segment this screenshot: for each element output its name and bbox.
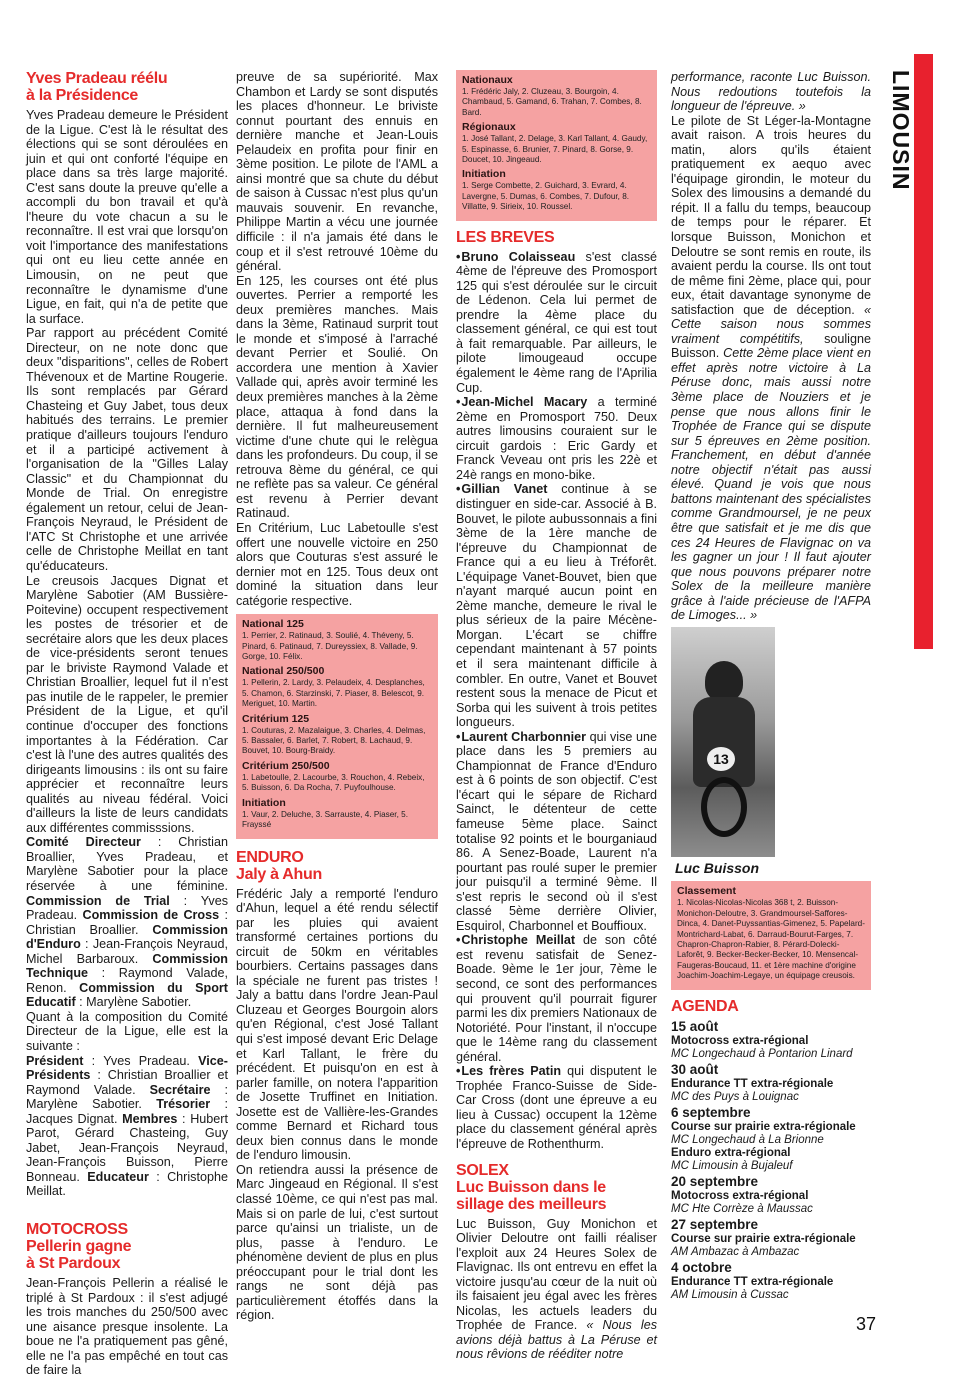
column-3 <box>456 70 657 1362</box>
article-title-motocross: MOTOCROSS Pellerin gagne à St Pardoux <box>26 1221 132 1273</box>
page-number: 37 <box>856 1314 877 1334</box>
section-title: LIMOUSIN <box>888 70 914 191</box>
paragraph: performance, raconte Luc Buisson. Nous redoutions toutefois la longueur de l'épreuve. » <box>671 70 871 114</box>
results-box-motocross <box>236 614 438 838</box>
agenda-date: 4 octobre <box>671 1259 732 1275</box>
agenda-event: Endurance TT extra-régionale <box>671 1275 834 1288</box>
rider-photo <box>671 627 775 857</box>
agenda-date: 27 septembre <box>671 1216 759 1232</box>
agenda-date: 15 août <box>671 1018 719 1034</box>
wheel-shape <box>701 777 747 837</box>
committee-paragraph: Président : Yves Pradeau. Vice-Présidents : Christian Broallier et Raymond Valade. Secrétaire : Marylène Sabotier. Trésorier : Jacques Dignat. Membres : Hubert Parot, Gérard Chasteing, Guy Jabet, Jean-François Neyraud, Jean-François Buisson, Pierre Bonneau. Educateur : Christophe Meillat. <box>26 1053 228 1199</box>
agenda-event: Course sur prairie extra-régionale <box>671 1120 856 1133</box>
agenda-club: AM Ambazac à Ambazac <box>671 1245 800 1258</box>
results-title: Classement <box>677 885 736 898</box>
paragraph: preuve de sa supériorité. Max Chambon et Lardy se sont disputés les places d'honneur. Le briviste connut pourtant des ennuis en dernière manche et Jean-Louis Pelaudeix en profita pour finir en 3ème position. Le pilote de l'AML a ainsi montré que sa chute du début de saison à Cussac n'est plus qu'un mauvais souvenir. En revanche, Philippe Martin a vécu une journée difficile : il n'a jamais été dans le coup et il s'est retrouvé 10ème du général. <box>236 70 438 274</box>
results-text: 1. Serge Combette, 2. Guichard, 3. Evrard, 4. Lavergne, 5. Dumas, 6. Combes, 7. Dufour, 8. Villatte, 9. Sirieix, 10. Roussel. <box>462 181 630 212</box>
paragraph: Le pilote de St Léger-la-Montagne avait raison. A trois heures du matin, alors qu'ils étaient pratiquement ex aequo avec l'équipage girondin, le moteur du Solex des limousins a demandé du répit. Il a fallu du temps, beaucoup de temps pour le réparer. Et lorsque Buisson, Monichon et Deloutre se sont remis en route, ils avaient perdu la course. Ils ont tout de même fini 2ème, place qui, pour eux, était davantage synonyme de satisfaction que de déception. « Cette saison nous sommes vraiment compétitifs, souligne Buisson. Cette 2ème place vient en effet après notre victoire à La Péruse donc, mais aussi notre 3ème place de Nouziers et je pense que nous allons finir le Trophée de France qui se dispute sur 5 épreuves en 2ème position. Franchement, en début d'année notre objectif n'était pas aussi élevé. Quand je vois que nous battons maintenant des spécialistes comme Grandmoursel, je ne peux être que satisfait et je me dis que ces 24 Heures de Flavignac on va les gagner un jour ! Il faut ajouter que nous pouvons préparer notre Solex de la meilleure manière grâce à l'aide précieuse de l'AFPA de Limoges... » <box>671 113 871 623</box>
agenda-club: MC Hte Corrèze à Maussac <box>671 1202 813 1215</box>
article-title-presidence: Yves Pradeau réélu à la Présidence <box>26 70 168 104</box>
article-title-solex: SOLEX Luc Buisson dans le sillage des meilleurs <box>456 1161 607 1213</box>
breve-item: • Jean-Michel Macary a terminé 2ème en Promosport 750. Deux autres limousins couraient sur le circuit gardois : Eric Gardy et Franck Veveau ont pris les 22è et 24è rangs en mono-bike. <box>456 395 657 482</box>
paragraph: Jean-François Pellerin a réalisé le triplé à St Pardoux : il s'est adjugé les trois manches du 250/500 avec une aisance presque insolente. La boue ne l'a pratiquement pas gêné, elle ne l'a pas empêché en tout cas de faire la <box>26 1276 228 1378</box>
agenda-club: MC des Puys à Louignac <box>671 1090 799 1103</box>
article-title-enduro: ENDURO Jaly à Ahun <box>236 848 322 883</box>
results-text: 1. José Tallant, 2. Delage, 3. Karl Tallant, 4. Gaudy, 5. Espinasse, 6. Brunier, 7. Pinard, 8. Gorse, 9. Doucet, 10. Jingeaud. <box>462 134 648 165</box>
agenda-club: MC Longechaud à Pontarion Linard <box>671 1047 853 1060</box>
column-4 <box>671 70 871 1302</box>
number-plate: 13 <box>707 747 735 771</box>
breve-item: • Christophe Meillat de son côté est revenu satisfait de Senez-Boade. 9ème le 1er jour, 7ème le second, ce sont des performances qui prouvent qu'il pourrait figurer parmi les dix premiers Nationaux de Notoriété. Pour l'instant, il n'occupe que le 14ème rang du classement général. <box>456 933 657 1064</box>
results-title: National 125 <box>242 618 304 631</box>
breve-item: • Gillian Vanet continue à se distinguer en side-car. Associé à B. Bouvet, le pilote aubussonnais a fini 3ème de la 1ère manche de l'épreuve du Championnat de France qui a eu lieu à Tréforêt. L'équipage Vanet-Bouvet, bien que n'ayant marqué aucun point en 2ème manche, demeure le rival le plus sérieux de la paire Mécène-Morgan. L'écart se chiffre cependant maintenant à 57 points et il sera maintenant difficile à combler. En outre, Vanet et Bouvet restent sous la menace de Picut et Sorba qui les suivent à trois petites longueurs. <box>456 482 657 729</box>
results-text: 1. Vaur, 2. Deluche, 3. Sarrauste, 4. Piaser, 5. Frayssé <box>242 809 408 830</box>
results-text: 1. Couturas, 2. Mazalaigue, 3. Charles, 4. Delmas, 5. Bassaler, 6. Barlet, 7. Robert, 8. Lachaud, 9. Bouvet, 10. Bourg-Braidy. <box>242 725 426 756</box>
agenda-date: 30 août <box>671 1061 719 1077</box>
paragraph: On retiendra aussi la présence de Marc Jingeaud en Régional. Il s'est classé 10ème, ce qui n'est pas mal. Mais si on parle de lui, c'est surtout parce qu'ainsi un trialiste, un de plus, passe à l'enduro. Le phénomène devient de plus en plus préoccupant pour le trial dont les rangs ne sont déjà pas particulièrement étoffés dans la région. <box>236 1162 438 1323</box>
agenda-event: Motocross extra-régional <box>671 1034 809 1047</box>
column-2 <box>236 70 438 1323</box>
classement-box <box>671 881 871 989</box>
paragraph: Le creusois Jacques Dignat et Marylène Sabotier (AM Bussière-Poitevine) occupent respectivement les postes de trésorier et de secrétaire alors que les deux places de vice-présidents seront tenues par le briviste Raymond Valade et Christian Broallier, lequel fut il n'est pas inutile de le rappeler, le premier Président de la Ligue, et qu'il continue d'occuper des fonctions importantes à la Fédération. Car c'est là l'une des autres qualités des dirigeants limousins : ils ont su faire apprécier et reconnaître leurs qualités au niveau fédéral. Voici d'ailleurs la liste de leurs candidats aux différentes commisssions. <box>26 573 228 835</box>
breve-item: • Les frères Patin qui disputent le Trophée Franco-Suisse de Side-Car Cross (dont une épreuve a eu lieu à Cussac) occupent la 12ème place du classement général après l'épreuve de Rothenthurm. <box>456 1064 657 1151</box>
agenda-event: Course sur prairie extra-régionale <box>671 1232 856 1245</box>
results-box-enduro <box>456 70 657 221</box>
agenda-event: Motocross extra-régional <box>671 1189 809 1202</box>
results-text: 1. Perrier, 2. Ratinaud, 3. Soulié, 4. Théveny, 5. Pinard, 6. Patinaud, 7. Dureyssiex, 8. Vallade, 9. Gorge, 10. Félix. <box>242 631 418 662</box>
breve-item: • Laurent Charbonnier qui vise une place dans les 5 premiers au Championnat de France d'Enduro est à 6 points de son objectif. C'est l'écart qui le sépare de Richard Sainct, le détenteur de cette fameuse 5ème place. Sainct totalise 92 points et le bourganiaud 86. A Senez-Boade, Laurent n'a pourtant pas roulé super le premier jour puisqu'il a terminé 9ème. Il s'est repris le second où il s'est classé 5ème derrière Olivier, Esquirol, Charbonnel et Bouffioux. <box>456 730 657 934</box>
results-title: National 250/500 <box>242 665 325 678</box>
agenda-event: Enduro extra-régional <box>671 1146 791 1159</box>
results-title: Critérium 250/500 <box>242 759 330 772</box>
results-text: 1. Pellerin, 2. Lardy, 3. Pelaudeix, 4. Desplanches, 5. Chamon, 6. Starzinski, 7. Piaser, 8. Belescot, 9. Meriguet, 10. Martin. <box>242 678 425 709</box>
results-text: 1. Frédéric Jaly, 2. Cluzeau, 3. Bourgoin, 4. Chambaud, 5. Gamand, 6. Trahan, 7. Combes, 8. Bard. <box>462 87 642 117</box>
agenda-date: 6 septembre <box>671 1104 751 1120</box>
paragraph: Frédéric Jaly a remporté l'enduro d'Ahun, lequel a été rendu sélectif par les pluies qui avaient transformé certaines portions du circuit de 50km en véritables bourbiers. Certains passages dans la spéciale ne furent pas tristes ! Jaly a battu dans l'ordre Jean-Paul Cluzeau et Georges Bourgoin alors qu'en Régional, c'est José Tallant qui s'est imposé devant Eric Delage et Karl Tallant, le frère du précédent. Et puisqu'on en est à parler famille, on notera l'apparition de Josette Truffinet en Initiation. Josette est de Vallière-les-Grandes comme Bernard et Richard tous deux bien connus dans le monde de l'enduro limousin. <box>236 886 438 1163</box>
results-title: Initiation <box>242 796 286 809</box>
results-text: 1. Nicolas-Nicolas-Nicolas 368 t, 2. Buisson-Monichon-Deloutre, 3. Grandmoursel-Saffores-Dinca, 4. Danet-Puyssantias-Gimenez, 5. Papelard-Montrichard-Labat, 6. Darraud-Bourut-Farges, 7. Chapron-Chapron-Rabier, 8. Pérard-Dolecki-Laforêt, 9. Becker-Becker-Becker, 10. Mensencal-Faugeras-Boucaud, 11. et 1ère machine d'origine Joachim-Joachim-Legaye, un équipage creusois. <box>677 898 865 981</box>
section-color-bar <box>914 54 933 649</box>
results-text: 1. Labetoulle, 2. Lacourbe, 3. Rouchon, 4. Rebeix, 5. Buisson, 6. Da Rocha, 7. Puyfoulhouse. <box>242 772 425 793</box>
agenda-club: AM Limousin à Cussac <box>671 1288 789 1301</box>
section-title-agenda: AGENDA <box>671 997 739 1015</box>
results-title: Critérium 125 <box>242 712 310 725</box>
paragraph: Quant à la composition du Comité Directeur de la Ligue, elle est la suivante : <box>26 1009 228 1053</box>
section-title-breves: LES BREVES <box>456 228 555 246</box>
results-title: Régionaux <box>462 121 516 134</box>
paragraph: Yves Pradeau demeure le Président de la Ligue. C'est là le résultat des élections qui se sont déroulées en juin et qui ont conforté l'équipe en place dans sa très large majorité. C'est sans doute la preuve qu'elle a accompli du bon travail et qu'à l'heure du vote chacun a su le reconnaître. Il est vrai que lorsqu'on voit l'importance des manifestations qui ont eu lieu cette année en Limousin, on ne peut que reconnaître le dynamisme d'une Ligue, en fait, qui n'a de petite que la surface. <box>26 108 228 326</box>
photo-caption: Luc Buisson <box>675 859 760 876</box>
column-1 <box>26 70 228 1378</box>
results-title: Initiation <box>462 168 506 181</box>
agenda-date: 20 septembre <box>671 1173 759 1189</box>
paragraph: En Critérium, Luc Labetoulle s'est offert une nouvelle victoire en 250 alors que Couturas s'est assuré le dernier mot en 125. Tous deux ont dominé la situation dans leur catégorie respective. <box>236 520 438 608</box>
commissions-paragraph: Comité Directeur : Christian Broallier, Yves Pradeau, et Marylène Sabotier pour la place réservée à une féminine. Commission de Trial : Yves Pradeau. Commission de Cross : Christian Broallier. Commission d'Enduro : Jean-François Neyraud, Michel Barbaroux. Commission Technique : Raymond Valade, Renon. Commission du Sport Educatif : Marylène Sabotier. <box>26 835 228 1010</box>
results-title: Nationaux <box>462 74 513 86</box>
paragraph: Par rapport au précédent Comité Directeur, on ne note donc que deux "disparitions", celles de Robert Thévenoux et de Martine Rougerie. Ils sont remplacés par Gérard Chasteing et Guy Jabet, tous deux habitués des terrains. Le premier pratique d'ailleurs toujours l'enduro et il a participé activement à l'organisation de la "Gilles Lalay Classic" et du Championnat du Monde de Trial. On enregistre également un retour, celui de Jean-François Neyraud, le Président de l'ATC St Christophe et une arrivée celle de Christophe Meillat en tant qu'éducateurs. <box>26 326 228 573</box>
agenda-event: Endurance TT extra-régionale <box>671 1077 834 1090</box>
agenda-list <box>671 1019 871 1302</box>
paragraph: En 125, les courses ont été plus ouvertes. Perrier a remporté les deux premières manches. Mais dans la 3ème, Ratinaud surprit tout le monde et s'imposé à l'arraché devant Perrier et Soulié. On accordera une mention à Xavier Vallade qui, après avoir terminé les deux premières manches à la 2ème place, attaqua à fond dans la dernière. Il fut malheureusement victime d'une chute qui le relègua dans les profondeurs. Du coup, il se retrouva 8ème du général, ce qui ne reflète pas sa valeur. Ce général est revenu à Perrier devant Ratinaud. <box>236 273 438 521</box>
rider-shape <box>693 697 755 787</box>
agenda-club: MC Limousin à Bujaleuf <box>671 1159 793 1172</box>
agenda-club: MC Longechaud à La Brionne <box>671 1133 824 1146</box>
helmet-shape <box>705 661 743 701</box>
paragraph: Luc Buisson, Guy Monichon et Olivier Deloutre ont failli réaliser l'exploit aux 24 Heures Solex de Flavignac. Ils ont entrevu en effet la victoire jusqu'au cœur de la nuit où ils faisaient jeu égal avec les frères Nicolas, les actuels leaders du Trophée de France. « Nous les avions déjà battus à La Péruse et nous rêvions de rééditer notre <box>456 1216 658 1362</box>
breve-item: • Bruno Colaisseau s'est classé 4ème de l'épreuve des Promosport 125 qui s'est déroulée sur le circuit de Lédenon. Cela lui permet de prendre la 4ème place du classement général, ce qui est tout à fait remarquable. Par ailleurs, le pilote limougeaud occupe également le 4ème rang de l'Aprilia Cup. <box>456 250 657 395</box>
